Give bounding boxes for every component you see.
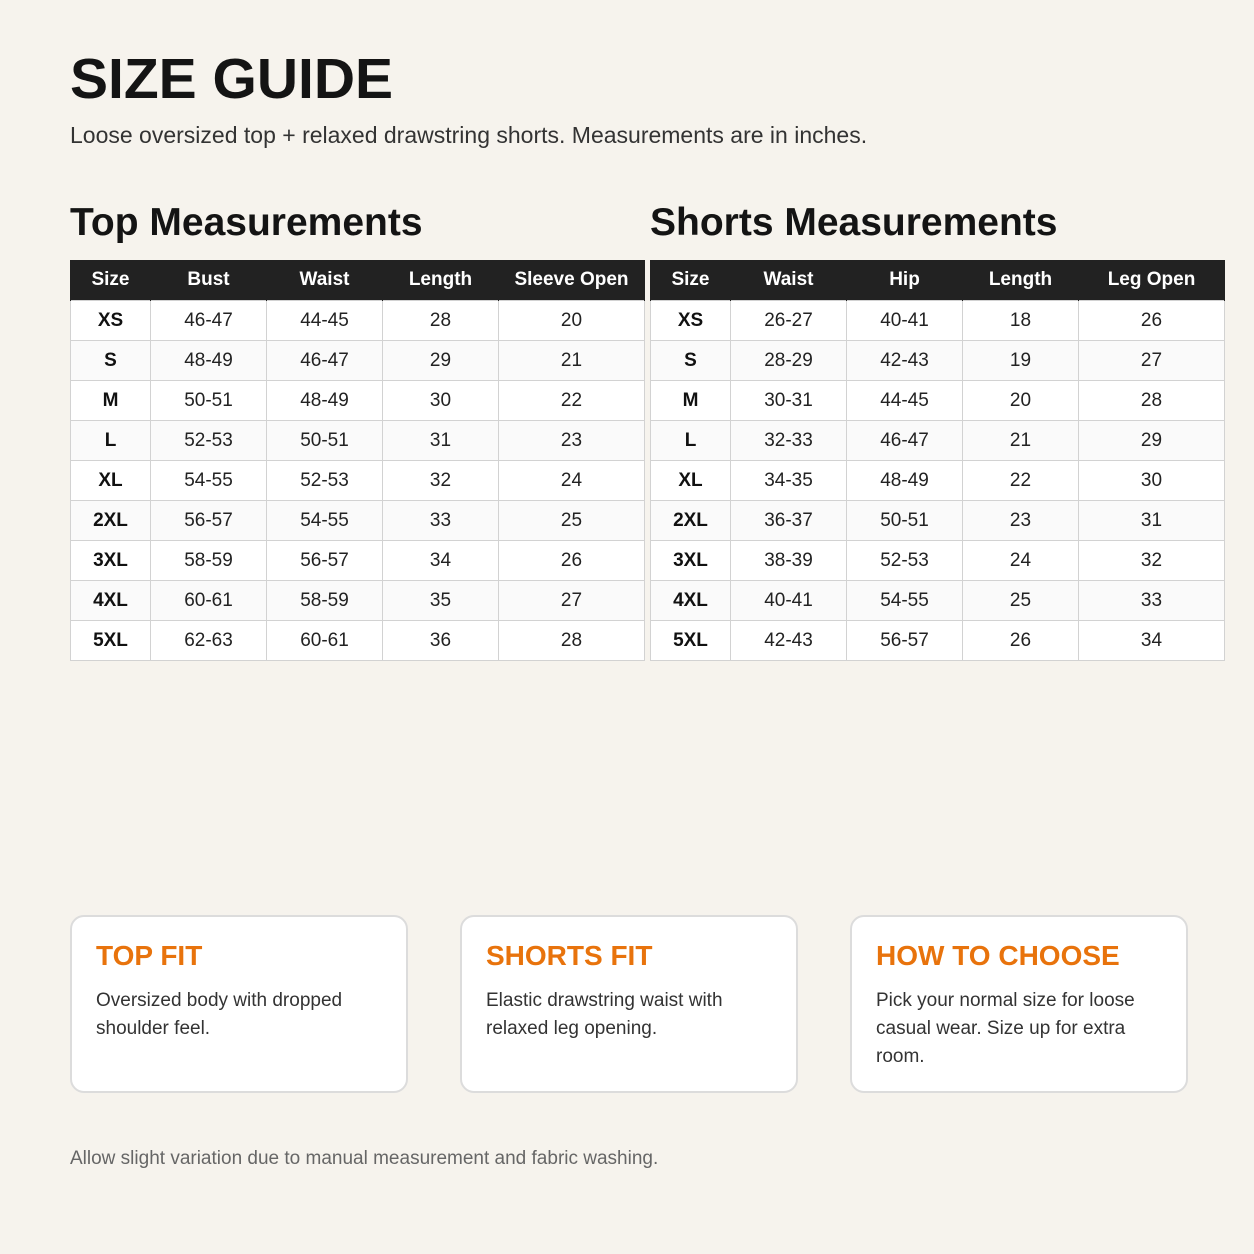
table-row: [651, 581, 1225, 621]
measurement-cell: 27: [499, 581, 645, 621]
measurement-cell: 30: [383, 381, 499, 421]
measurement-cell: 33: [383, 501, 499, 541]
shorts-fit-card: [460, 915, 798, 1093]
table-row: [71, 301, 645, 341]
table-row: [71, 421, 645, 461]
measurement-cell: 25: [499, 501, 645, 541]
table-row: [71, 341, 645, 381]
column-header: Size: [651, 260, 731, 301]
measurement-cell: 38-39: [731, 541, 847, 581]
column-header: Bust: [151, 260, 267, 301]
size-cell: 5XL: [651, 621, 731, 661]
table-row: [71, 581, 645, 621]
measurement-cell: 24: [499, 461, 645, 501]
measurement-cell: 31: [383, 421, 499, 461]
table-row: [651, 381, 1225, 421]
measurement-cell: 32: [383, 461, 499, 501]
measurement-cell: 24: [963, 541, 1079, 581]
measurement-cell: 33: [1079, 581, 1225, 621]
shorts-measurements-table: [650, 260, 1225, 661]
measurement-cell: 50-51: [847, 501, 963, 541]
size-cell: S: [71, 341, 151, 381]
table-row: [651, 301, 1225, 341]
measurement-cell: 46-47: [151, 301, 267, 341]
measurement-cell: 54-55: [151, 461, 267, 501]
measurement-cell: 56-57: [847, 621, 963, 661]
top-measurements-title: Top Measurements: [70, 201, 423, 244]
size-cell: 4XL: [71, 581, 151, 621]
measurement-cell: 54-55: [267, 501, 383, 541]
measurement-cell: 31: [1079, 501, 1225, 541]
table-row: [71, 461, 645, 501]
column-header: Size: [71, 260, 151, 301]
card-title: HOW TO CHOOSE: [876, 940, 1120, 971]
size-cell: 3XL: [71, 541, 151, 581]
measurement-cell: 20: [963, 381, 1079, 421]
measurement-cell: 32-33: [731, 421, 847, 461]
table-row: [651, 541, 1225, 581]
measurement-cell: 22: [963, 461, 1079, 501]
measurement-cell: 56-57: [151, 501, 267, 541]
measurement-cell: 25: [963, 581, 1079, 621]
measurement-cell: 58-59: [267, 581, 383, 621]
column-header: Sleeve Open: [499, 260, 645, 301]
size-cell: 5XL: [71, 621, 151, 661]
table-row: [651, 421, 1225, 461]
card-title: TOP FIT: [96, 940, 203, 971]
measurement-cell: 52-53: [151, 421, 267, 461]
measurement-cell: 50-51: [151, 381, 267, 421]
size-cell: 2XL: [71, 501, 151, 541]
measurement-cell: 44-45: [267, 301, 383, 341]
measurement-cell: 32: [1079, 541, 1225, 581]
measurement-cell: 26: [1079, 301, 1225, 341]
size-cell: M: [71, 381, 151, 421]
measurement-cell: 54-55: [847, 581, 963, 621]
page-title: SIZE GUIDE: [70, 47, 394, 111]
column-header: Length: [383, 260, 499, 301]
measurement-cell: 26: [963, 621, 1079, 661]
table-row: [651, 501, 1225, 541]
card-text: Elastic drawstring waist with relaxed leg opening.: [486, 990, 723, 1039]
measurement-cell: 52-53: [847, 541, 963, 581]
measurement-cell: 26-27: [731, 301, 847, 341]
measurement-cell: 30-31: [731, 381, 847, 421]
measurement-cell: 34: [383, 541, 499, 581]
table-row: [651, 341, 1225, 381]
size-cell: XL: [651, 461, 731, 501]
measurement-cell: 36: [383, 621, 499, 661]
table-row: [71, 621, 645, 661]
measurement-cell: 50-51: [267, 421, 383, 461]
top-measurements-table: [70, 260, 645, 661]
measurement-cell: 46-47: [847, 421, 963, 461]
column-header: Length: [963, 260, 1079, 301]
page-subtitle: Loose oversized top + relaxed drawstring shorts. Measurements are in inches.: [70, 122, 868, 148]
measurement-cell: 18: [963, 301, 1079, 341]
measurement-cell: 52-53: [267, 461, 383, 501]
table-row: [651, 461, 1225, 501]
measurement-cell: 56-57: [267, 541, 383, 581]
measurement-cell: 36-37: [731, 501, 847, 541]
measurement-cell: 60-61: [151, 581, 267, 621]
measurement-cell: 58-59: [151, 541, 267, 581]
card-text: Oversized body with dropped shoulder feel.: [96, 990, 343, 1039]
measurement-cell: 28: [499, 621, 645, 661]
measurement-cell: 35: [383, 581, 499, 621]
measurement-cell: 30: [1079, 461, 1225, 501]
column-header: Leg Open: [1079, 260, 1225, 301]
size-cell: L: [71, 421, 151, 461]
measurement-cell: 48-49: [151, 341, 267, 381]
size-cell: XL: [71, 461, 151, 501]
measurement-cell: 19: [963, 341, 1079, 381]
how-to-choose-card: [850, 915, 1188, 1093]
card-text: Pick your normal size for loose casual wear. Size up for extra room.: [876, 990, 1135, 1067]
size-cell: XS: [71, 301, 151, 341]
measurement-cell: 21: [963, 421, 1079, 461]
table-row: [71, 501, 645, 541]
measurement-cell: 42-43: [731, 621, 847, 661]
size-cell: S: [651, 341, 731, 381]
measurement-cell: 23: [499, 421, 645, 461]
table-row: [71, 381, 645, 421]
shorts-measurements-title: Shorts Measurements: [650, 201, 1058, 244]
measurement-cell: 29: [1079, 421, 1225, 461]
table-row: [651, 621, 1225, 661]
top-fit-card: [70, 915, 408, 1093]
table-header-row: [71, 260, 645, 301]
measurement-cell: 40-41: [847, 301, 963, 341]
measurement-cell: 22: [499, 381, 645, 421]
measurement-cell: 27: [1079, 341, 1225, 381]
table-row: [71, 541, 645, 581]
table-header-row: [651, 260, 1225, 301]
column-header: Waist: [731, 260, 847, 301]
measurement-cell: 26: [499, 541, 645, 581]
measurement-cell: 46-47: [267, 341, 383, 381]
measurement-cell: 28: [383, 301, 499, 341]
measurement-cell: 23: [963, 501, 1079, 541]
measurement-cell: 28: [1079, 381, 1225, 421]
measurement-cell: 21: [499, 341, 645, 381]
card-title: SHORTS FIT: [486, 940, 653, 971]
footnote: Allow slight variation due to manual measurement and fabric washing.: [70, 1148, 659, 1169]
measurement-cell: 29: [383, 341, 499, 381]
measurement-cell: 48-49: [267, 381, 383, 421]
measurement-cell: 34: [1079, 621, 1225, 661]
measurement-cell: 42-43: [847, 341, 963, 381]
column-header: Waist: [267, 260, 383, 301]
size-cell: 4XL: [651, 581, 731, 621]
column-header: Hip: [847, 260, 963, 301]
measurement-cell: 20: [499, 301, 645, 341]
size-cell: 2XL: [651, 501, 731, 541]
measurement-cell: 44-45: [847, 381, 963, 421]
measurement-cell: 40-41: [731, 581, 847, 621]
size-cell: M: [651, 381, 731, 421]
size-cell: L: [651, 421, 731, 461]
measurement-cell: 62-63: [151, 621, 267, 661]
measurement-cell: 34-35: [731, 461, 847, 501]
measurement-cell: 28-29: [731, 341, 847, 381]
measurement-cell: 48-49: [847, 461, 963, 501]
size-cell: 3XL: [651, 541, 731, 581]
size-cell: XS: [651, 301, 731, 341]
measurement-cell: 60-61: [267, 621, 383, 661]
